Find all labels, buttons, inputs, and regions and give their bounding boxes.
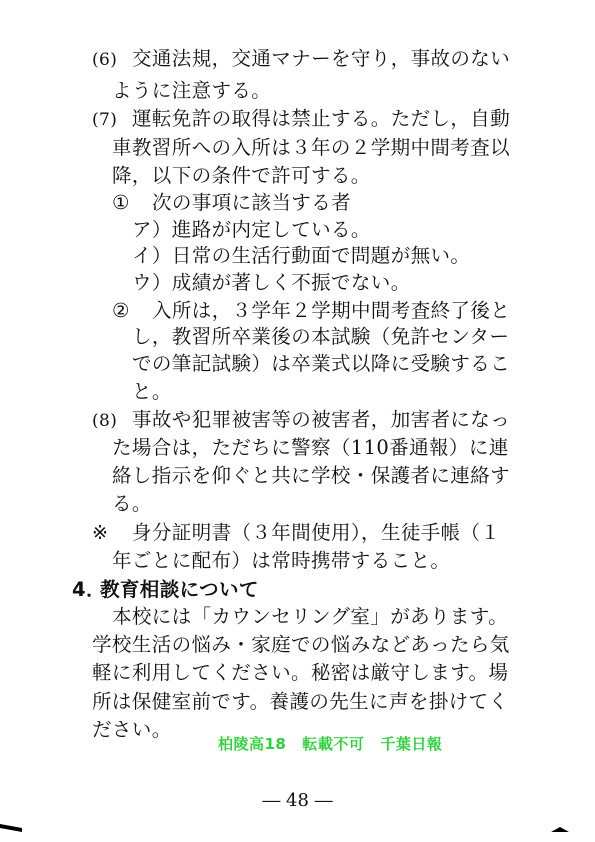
sub2-line-4: と。 bbox=[132, 380, 172, 403]
sub1-item-i: イ）日常の生活行動面で問題が無い。 bbox=[132, 244, 471, 267]
note-marker: ※ bbox=[92, 522, 109, 544]
section-4-line-5: ださい。 bbox=[92, 718, 172, 741]
sub2-line-3: での筆記試験）は卒業式以降に受験するこ bbox=[132, 352, 511, 375]
item-7-line-2: 車教習所への入所は３年の２学期中間考査以 bbox=[112, 136, 511, 159]
item-7-sub1-heading bbox=[112, 190, 351, 216]
item-8-line-1 bbox=[92, 407, 510, 434]
item-6-number: (6) bbox=[92, 50, 118, 70]
item-8-line-4: る。 bbox=[112, 492, 152, 515]
section-4-line-4: 所は保健室前です。養護の先生に声を掛けてく bbox=[92, 690, 509, 713]
watermark bbox=[218, 733, 442, 754]
sub2-line-2: し，教習所卒業後の本試験（免許センター bbox=[132, 325, 510, 348]
item-8-number: (8) bbox=[92, 411, 118, 431]
item-7-line-3: 降，以下の条件で許可する。 bbox=[112, 164, 371, 187]
note-line-1 bbox=[92, 520, 500, 546]
sub2-text-1: 入所は，３学年２学期中間考査終了後と bbox=[152, 299, 511, 322]
section-4-heading bbox=[72, 577, 259, 603]
item-7-number: (7) bbox=[92, 110, 118, 130]
watermark-notice: 転載不可 bbox=[302, 735, 365, 753]
item-6-line-1 bbox=[92, 46, 510, 73]
note-text-1: 身分証明書（３年間使用），生徒手帳（１ bbox=[132, 521, 501, 544]
item-6-text-1: 交通法規，交通マナーを守り，事故のない bbox=[132, 47, 511, 70]
sub1-item-u: ウ）成績が著しく不振でない。 bbox=[132, 271, 411, 294]
watermark-school: 柏陵高18 bbox=[218, 735, 287, 753]
note-line-2: 年ごとに配布）は常時携帯すること。 bbox=[112, 549, 451, 572]
section-4-line-3: 軽に利用してください。秘密は厳守します。場 bbox=[92, 661, 509, 684]
sub2-marker: ② bbox=[112, 299, 130, 322]
item-6-line-2: ように注意する。 bbox=[112, 79, 272, 102]
item-7-line-1 bbox=[92, 106, 510, 133]
page-number: ― 48 ― bbox=[262, 790, 333, 811]
section-4-title: 教育相談について bbox=[100, 578, 259, 601]
sub1-item-a: ア）進路が内定している。 bbox=[132, 218, 371, 241]
item-8-line-3: 絡し指示を仰ぐと共に学校・保護者に連絡す bbox=[112, 464, 511, 487]
section-4-number: 4． bbox=[72, 578, 106, 601]
item-8-text-1: 事故や犯罪被害等の被害者，加害者になっ bbox=[132, 408, 511, 431]
section-4-line-2: 学校生活の悩み・家庭での悩みなどあったら気 bbox=[92, 633, 510, 656]
watermark-publisher: 千葉日報 bbox=[380, 735, 443, 753]
sub1-marker: ① bbox=[112, 191, 130, 214]
scan-edge-mark-right bbox=[551, 827, 569, 832]
sub1-text: 次の事項に該当する者 bbox=[152, 191, 352, 214]
item-7-text-1: 運転免許の取得は禁止する。ただし，自動 bbox=[132, 107, 511, 130]
item-8-line-2: た場合は，ただちに警察（110番通報）に連 bbox=[112, 436, 509, 459]
section-4-line-1: 本校には「カウンセリング室」があります。 bbox=[112, 605, 509, 628]
scan-edge-mark-left bbox=[0, 824, 22, 832]
item-7-sub2-line-1 bbox=[112, 298, 510, 324]
